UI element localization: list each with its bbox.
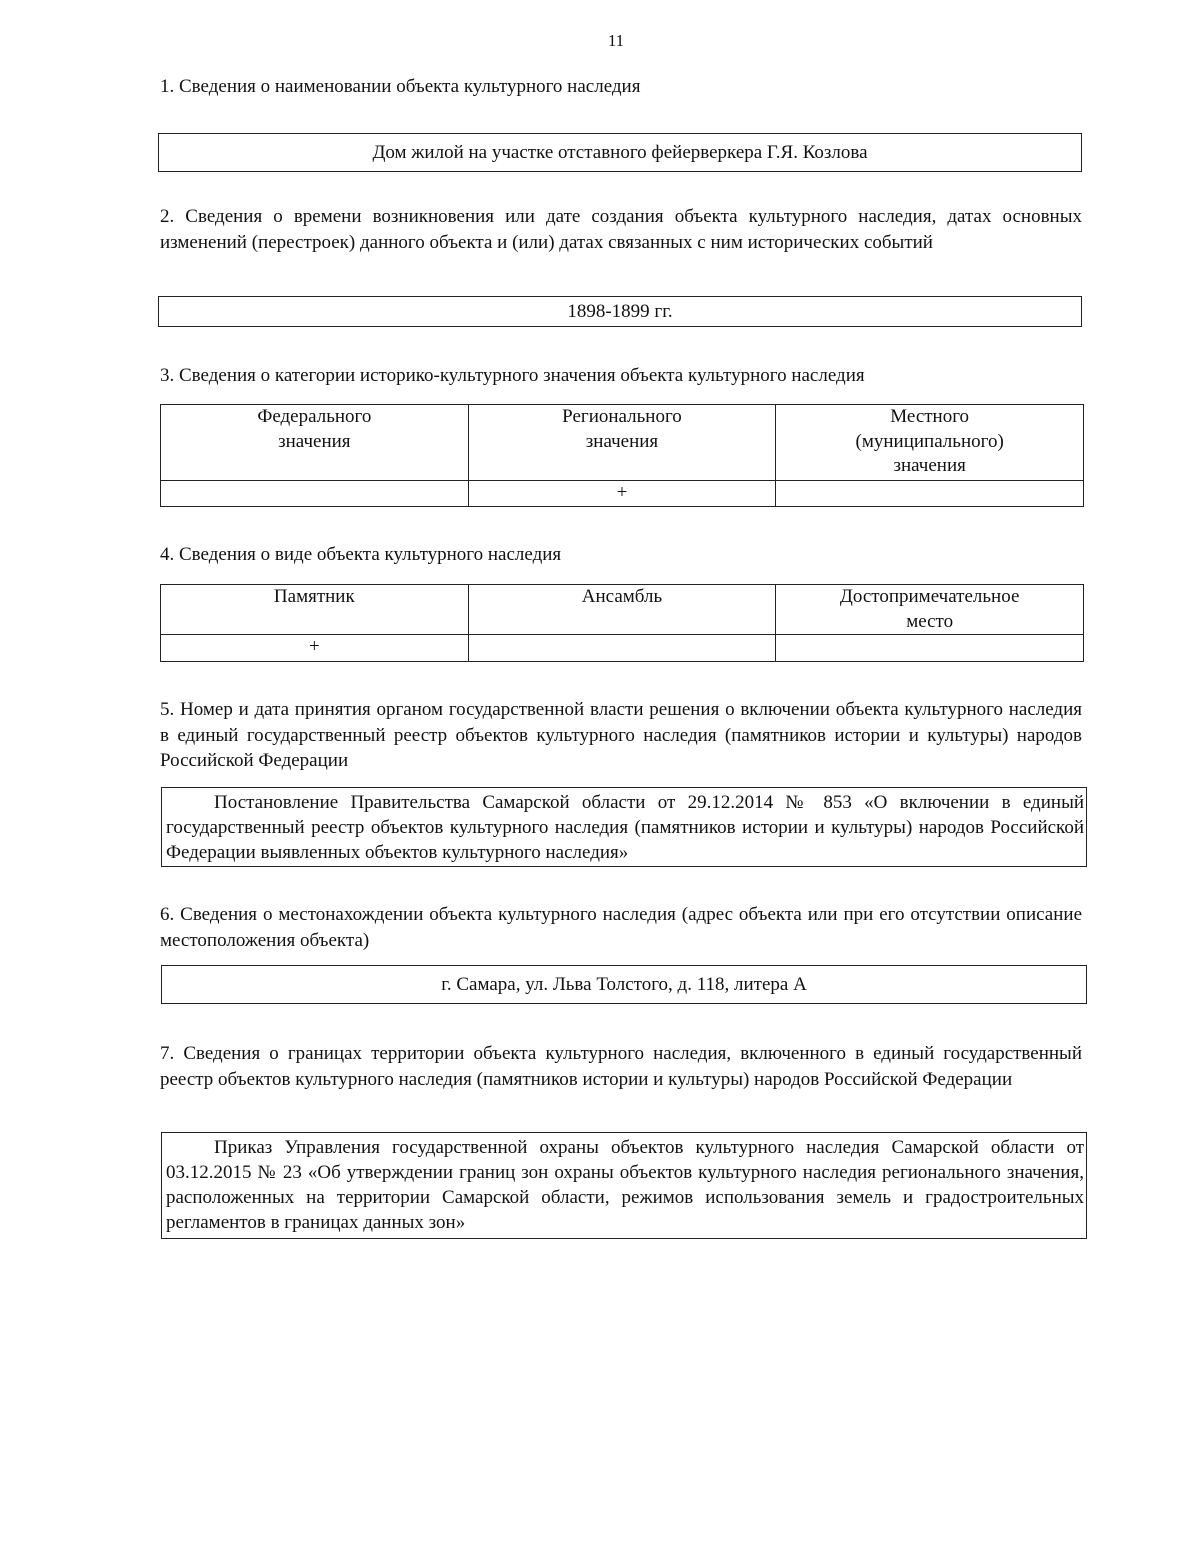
section-4-heading: 4. Сведения о виде объекта культурного наследия — [160, 544, 562, 565]
category-regional-mark: + — [468, 481, 776, 507]
section-3-heading: 3. Сведения о категории историко-культурного значения объекта культурного наследия — [160, 365, 865, 386]
object-name: Дом жилой на участке отставного фейерверкера Г.Я. Козлова — [372, 141, 868, 163]
section-7-heading: 7. Сведения о границах территории объекта культурного наследия, включенного в единый государственный реестр объектов культурного наследия (памятников истории и культуры) народов Российской Федерации — [160, 1043, 1082, 1090]
territory-boundaries-order: Приказ Управления государственной охраны объектов культурного наследия Самарской области от 03.12.2015 № 23 «Об утверждении границ зон охраны объектов культурного наследия регионального значения, расположенных на территории Самарской области, режимов использования земель и градостроительных регламентов в границах данных зон» — [166, 1137, 1084, 1234]
category-local-mark — [776, 481, 1084, 507]
type-site-mark — [776, 635, 1084, 662]
creation-date: 1898-1899 гг. — [567, 300, 673, 322]
category-federal-mark — [161, 481, 469, 507]
section-5-heading: 5. Номер и дата принятия органом государственной власти решения о включении объекта культурного наследия в единый государственный реестр объектов культурного наследия (памятников истории и культуры) народов Российской Федерации — [160, 699, 1082, 772]
section-6-value-box — [161, 965, 1087, 1004]
type-ensemble-header: Ансамбль — [468, 585, 776, 635]
category-regional-header: Регионального значения — [468, 405, 776, 481]
section-2-heading: 2. Сведения о времени возникновения или дате создания объекта культурного наследия, датах основных изменений (перестроек) данного объекта и (или) датах связанных с ним исторических событий — [160, 206, 1082, 253]
category-table — [160, 404, 1084, 507]
object-type-table — [160, 584, 1084, 662]
type-ensemble-mark — [468, 635, 776, 662]
page-number: 11 — [607, 31, 625, 50]
type-site-header: Достопримечательное место — [776, 585, 1084, 635]
object-address: г. Самара, ул. Льва Толстого, д. 118, литера А — [441, 973, 807, 995]
section-1-heading: 1. Сведения о наименовании объекта культурного наследия — [160, 76, 641, 97]
section-7-value-box — [161, 1132, 1087, 1239]
section-1-value-box — [158, 133, 1082, 172]
category-local-header: Местного (муниципального) значения — [776, 405, 1084, 481]
type-monument-header: Памятник — [161, 585, 469, 635]
section-2-value-box — [158, 296, 1082, 327]
registry-decision: Постановление Правительства Самарской области от 29.12.2014 № 853 «О включении в единый государственный реестр объектов культурного наследия (памятников истории и культуры) народов Российской Федерации выявленных объектов культурного наследия» — [166, 792, 1084, 864]
section-5-value-box — [161, 787, 1087, 867]
category-federal-header: Федерального значения — [161, 405, 469, 481]
type-monument-mark: + — [161, 635, 469, 662]
section-6-heading: 6. Сведения о местонахождении объекта культурного наследия (адрес объекта или при его отсутствии описание местоположения объекта) — [160, 904, 1082, 951]
